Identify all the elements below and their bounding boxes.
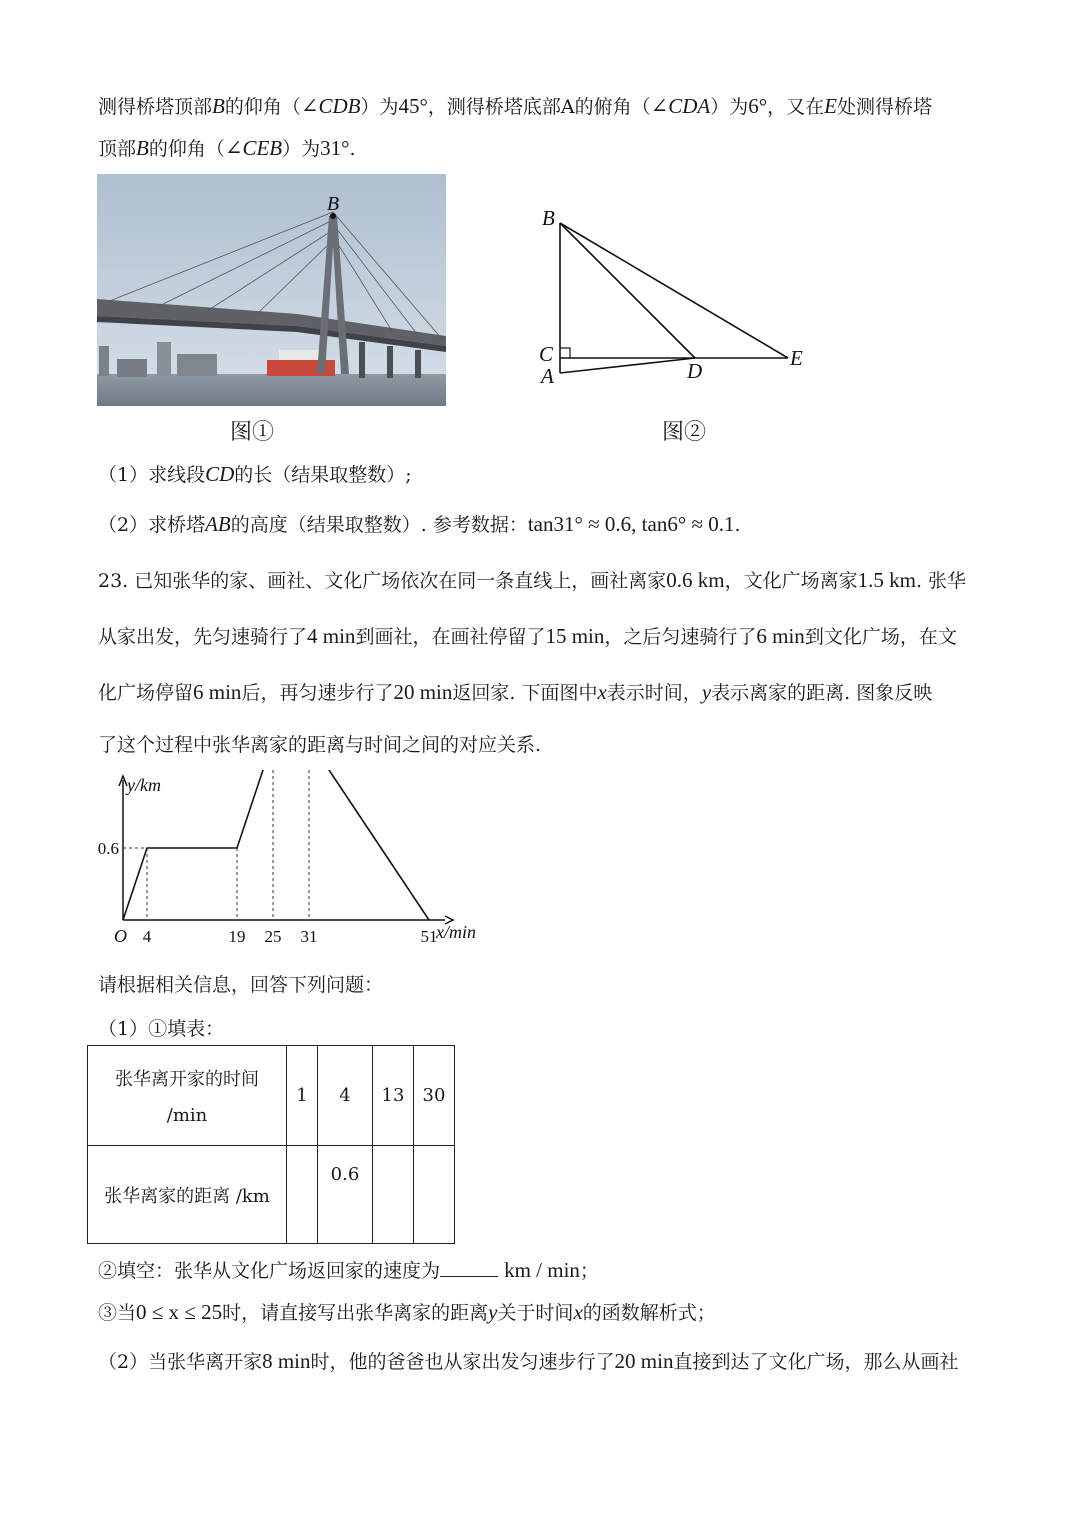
y-axis-label: y/km [127,775,161,795]
right-angle-mark [560,348,570,358]
figure-caption: 图① [230,419,275,444]
point-label-c: C [539,342,554,366]
table-row [88,1046,455,1146]
fill-table [87,1045,455,1244]
x-tick-label: 31 [300,927,318,946]
distance-time-graph [90,770,490,950]
table-cell: 30 [414,1046,455,1146]
x-tick-label: 25 [264,927,282,946]
bridge-photo [97,174,446,406]
fill-in-blank-3: ③当0 ≤ x ≤ 25时，请直接写出张华离家的距离y关于时间x的函数解析式； [98,1300,716,1324]
point-label-d: D [687,359,703,383]
point-label-a: A [541,364,554,388]
question-1: （1）求线段CD的长（结果取整数）; [98,462,412,486]
sub-question-2: （2）当张华离开家8 min时，他的爸爸也从家出发匀速步行了20 min直接到达了文化广场，那么从画社 [98,1349,959,1373]
series-line [123,770,429,920]
paragraph-line: 了这个过程中张华离家的距离与时间之间的对应关系. [98,734,542,756]
origin-label: O [114,926,127,946]
point-label-e: E [790,346,803,370]
x-tick-label: 4 [142,927,152,946]
paragraph-line: 从家出发，先匀速骑行了4 min到画社，在画社停留了15 min，之后匀速骑行了6 min到文化广场，在文 [98,624,957,648]
instruction: 请根据相关信息，回答下列问题： [98,974,384,996]
paragraph-line: 顶部B的仰角（∠CEB）为31°. [98,136,356,160]
table-cell-blank[interactable] [373,1146,414,1244]
point-label-b: B [542,206,555,230]
figure-caption: 图② [662,419,707,444]
segment-ad [560,358,695,373]
paragraph-line: 测得桥塔顶部B的仰角（∠CDB）为45°，测得桥塔底部A的俯角（∠CDA）为6°，又在E处测得桥塔 [98,94,933,118]
geometry-figure [520,195,830,395]
table-header-distance: 张华离家的距离 /km [88,1146,287,1244]
x-tick-label: 51 [420,927,438,946]
table-cell: 4 [318,1046,373,1146]
x-axis-label: x/min [436,922,476,942]
paragraph-line: 23. 已知张华的家、画社、文化广场依次在同一条直线上，画社离家0.6 km，文化广场离家1.5 km. 张华 [98,568,967,592]
table-cell-blank[interactable] [414,1146,455,1244]
answer-blank[interactable] [440,1258,498,1277]
point-label-b: B [326,193,340,215]
table-row [88,1146,455,1244]
paragraph-line: 化广场停留6 min后，再匀速步行了20 min返回家. 下面图中x表示时间，y表示离家的距离. 图象反映 [98,680,933,704]
question-2: （2）求桥塔AB的高度（结果取整数）. 参考数据：tan31° ≈ 0.6, tan6° ≈ 0.1. [98,512,741,536]
table-header-time: 张华离开家的时间 /min [88,1046,287,1146]
sub-question-1: （1）①填表： [98,1018,225,1040]
table-cell: 13 [373,1046,414,1146]
fill-in-blank-2: ②填空：张华从文化广场返回家的速度为 km / min； [98,1258,599,1282]
y-tick-label: 0.6 [97,839,119,858]
table-cell-blank[interactable] [287,1146,318,1244]
table-cell: 0.6 [318,1146,373,1244]
table-cell: 1 [287,1046,318,1146]
x-tick-label: 19 [228,927,246,946]
